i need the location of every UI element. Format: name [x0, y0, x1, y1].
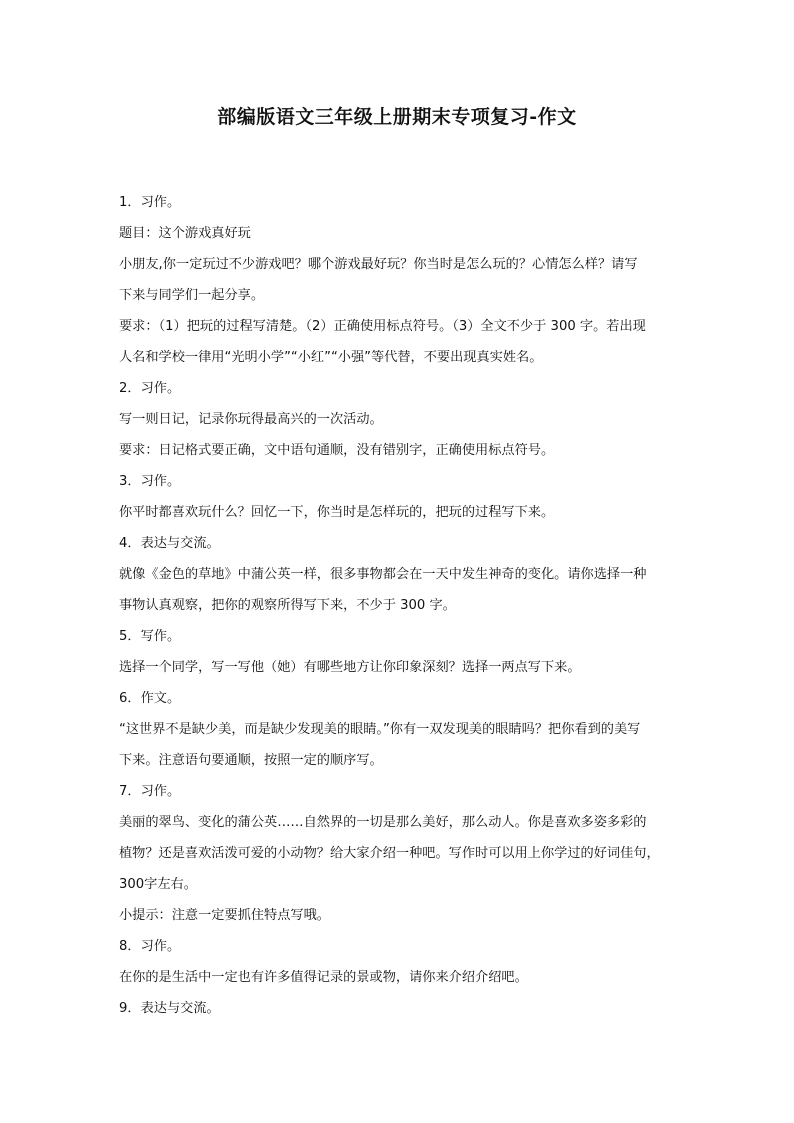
text-line: 植物？还是喜欢活泼可爱的小动物？给大家介绍一种吧。写作时可以用上你学过的好词佳句， — [119, 846, 660, 861]
question-heading: 3．习作。 — [119, 474, 181, 489]
text-line: 小朋友,你一定玩过不少游戏吧？哪个游戏最好玩？你当时是怎么玩的？心情怎么样？请写 — [119, 257, 638, 272]
text-line: 要求：日记格式要正确，文中语句通顺，没有错别字，正确使用标点符号。 — [119, 443, 555, 458]
text-line: 人名和学校一律用“光明小学”“小红”“小强”等代替，不要出现真实姓名。 — [119, 350, 543, 365]
question-heading: 9．表达与交流。 — [119, 1001, 220, 1016]
text-line: 在你的是生活中一定也有许多值得记录的景或物，请你来介绍介绍吧。 — [119, 970, 528, 985]
document-title: 部编版语文三年级上册期末专项复习-作文 — [217, 106, 577, 128]
text-line: 下来。注意语句要通顺，按照一定的顺序写。 — [119, 753, 383, 768]
question-heading: 8．习作。 — [119, 939, 181, 954]
text-line: “这世界不是缺少美，而是缺少发现美的眼睛。”你有一双发现美的眼睛吗？把你看到的美写 — [119, 722, 641, 737]
text-line: 美丽的翠鸟、变化的蒲公英……自然界的一切是那么美好，那么动人。你是喜欢多姿多彩的 — [119, 815, 647, 830]
text-line: 事物认真观察，把你的观察所得写下来，不少于 300 字。 — [119, 598, 456, 613]
question-heading: 1．习作。 — [119, 195, 181, 210]
text-line: 题目：这个游戏真好玩 — [119, 226, 251, 241]
text-line: 下来与同学们一起分享。 — [119, 288, 265, 303]
document-body — [119, 187, 679, 1024]
text-line: 就像《金色的草地》中蒲公英一样，很多事物都会在一天中发生神奇的变化。请你选择一种 — [119, 567, 647, 582]
text-line: 要求：（1）把玩的过程写清楚。（2）正确使用标点符号。（3）全文不少于 300 字。若出现 — [119, 319, 646, 334]
question-heading: 2．习作。 — [119, 381, 181, 396]
question-heading: 6．作文。 — [119, 691, 181, 706]
text-line: 选择一个同学，写一写他（她）有哪些地方让你印象深刻？选择一两点写下来。 — [119, 660, 581, 675]
text-line: 小提示：注意一定要抓住特点写哦。 — [119, 908, 330, 923]
question-heading: 7．习作。 — [119, 784, 181, 799]
text-line: 300字左右。 — [119, 877, 197, 892]
text-line: 写一则日记，记录你玩得最高兴的一次活动。 — [119, 412, 383, 427]
question-heading: 5．写作。 — [119, 629, 181, 644]
text-line: 你平时都喜欢玩什么？回忆一下，你当时是怎样玩的，把玩的过程写下来。 — [119, 505, 555, 520]
question-heading: 4．表达与交流。 — [119, 536, 220, 551]
